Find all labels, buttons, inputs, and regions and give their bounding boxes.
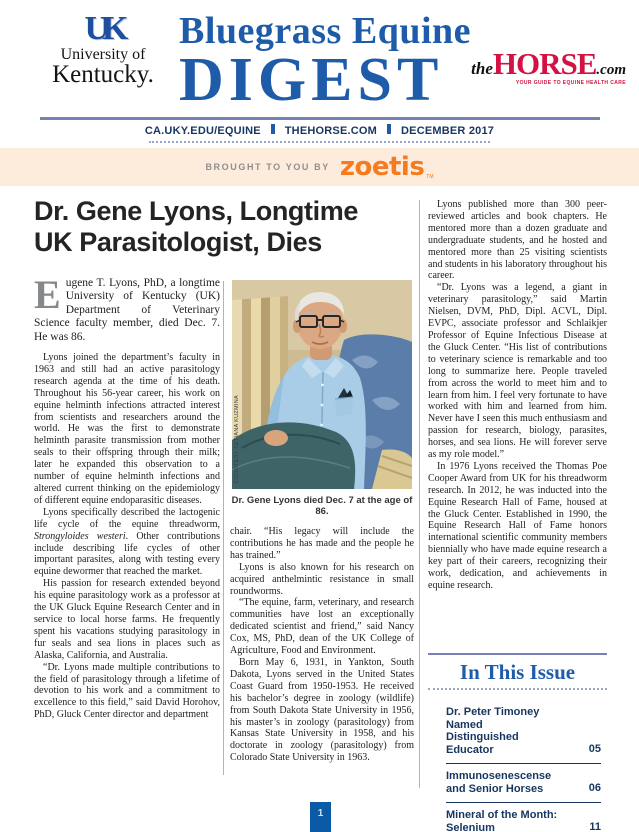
paragraph: chair. “His legacy will include the contributions he has made and the people he has trained.” <box>230 526 414 561</box>
toc-item-selenium[interactable] <box>446 802 601 832</box>
headline-line2: UK Parasitologist, Dies <box>34 227 322 257</box>
column-divider <box>419 200 420 788</box>
info-bar <box>0 124 639 137</box>
paragraph: His passion for research extended beyond his equine parasitology work as a professor at the UK Gluck Equine Research Center and in service to local horse farms. He frequently spent his vacations studying parasitology in fur seals and sea lions in places such as Alaska, California, and Australia. <box>34 578 220 661</box>
thehorse-logo-horse: HORSE <box>492 46 597 81</box>
uk-logo-line2: Kentucky. <box>52 61 154 88</box>
article-column-2 <box>230 277 414 764</box>
paragraph: Lyons joined the department’s faculty in 1963 and still had an active parasitology research agenda at the time of his death. Throughout his 56-year career, his work on equine helminth infections attracted interest from scientists and researchers around the world. He was the first to demonstrate helminth parasite transmission from mother seals to their offspring through their milk; later he expanded this observation to a number of equine helminth infections and altered current thinking on the epidemiology of different equine endoparasitic diseases. <box>34 352 220 506</box>
separator-bar-icon <box>387 124 391 134</box>
dotted-divider <box>149 141 490 143</box>
in-this-issue-title: In This Issue <box>459 660 576 684</box>
thehorse-tagline: YOUR GUIDE TO EQUINE HEALTH CARE <box>515 80 626 86</box>
headline-line1: Dr. Gene Lyons, Longtime <box>34 196 358 226</box>
zoetis-trademark: TM <box>426 174 434 180</box>
in-this-issue-box <box>428 653 607 832</box>
uk-logo-mark: UK <box>84 10 122 47</box>
paragraph: “Dr. Lyons made multiple contributions to the field of parasitology through a lifetime of devotion to his work and a commitment to excellence to this field,” said David Horohov, PhD, Gluck Center director and department <box>34 661 220 721</box>
thehorse-logo <box>471 46 626 86</box>
in-this-issue-list <box>446 700 601 832</box>
separator-bar-icon <box>271 124 275 134</box>
toc-item-page: 06 <box>588 782 601 794</box>
paragraph: Lyons is also known for his research on acquired anthelmintic resistance in small roundworms. <box>230 561 414 597</box>
species-name: Strongyloides westeri <box>34 530 126 542</box>
page-number-box <box>310 802 331 832</box>
uk-logo <box>28 10 178 88</box>
thehorse-logo-com: .com <box>596 62 626 78</box>
thehorse-logo-the: the <box>471 59 493 78</box>
page-number: 1 <box>317 808 324 819</box>
sponsor-label: BROUGHT TO YOU BY <box>205 162 330 172</box>
column-2-text <box>230 526 414 764</box>
photo-credit: COURTESY TETIANA KUZMINA <box>234 394 240 483</box>
lede-text: ugene T. Lyons, PhD, a longtime University of Kentucky (UK) Department of Veterinary Science faculty member, died Dec. 7. He was 86. <box>34 277 220 343</box>
in-this-issue-dotted-rule <box>428 688 607 690</box>
column-divider <box>223 281 224 775</box>
uk-logo-line1: University of <box>60 46 146 63</box>
toc-item-timoney[interactable] <box>446 700 601 763</box>
photo-caption: Dr. Gene Lyons died Dec. 7 at the age of 86. <box>231 495 413 517</box>
paragraph: In 1976 Lyons received the Thomas Poe Cooper Award from UK for his threadworm research. In 2012, he was inducted into the Equine Research Hall of Fame, housed at the Gluck Center. Established in 1990, the Equine Research Hall of Fame honors international scientific community members biennially who have made equine research a key part of their careers, recognizing their work, dedication, and achievements in equine research. <box>428 460 607 591</box>
toc-item-page: 05 <box>588 743 601 755</box>
info-link-uky[interactable]: CA.UKY.EDU/EQUINE <box>144 125 261 137</box>
paragraph: “Dr. Lyons was a legend, a giant in veterinary parasitology,” said Martin Nielsen, DVM, PhD, Dipl. ACVL, Dipl. EVPC, associate professor and Schlaikjer Professor of Equine Infectious Disease at the Gluck Center. “His list of contributions to veterinary science is remarkable and too long to summarize here. People traveled from across the world to meet him and to learn from him. I feel very fortunate to have worked with him and learned from him. Never have I seen this much enthusiasm and passion for research, biology, parasites, horses, and sea lions. He will forever serve as my role model.” <box>428 282 607 461</box>
toc-item-page: 11 <box>589 821 601 832</box>
masthead-title-line2: DIGEST <box>179 46 444 114</box>
article-column-1 <box>34 272 221 721</box>
article-headline <box>34 196 422 258</box>
masthead-divider <box>40 117 600 120</box>
paragraph-text: . Other contributions include describing life cycles of other important parasites, along with testing every equine dewormer that reached the market. <box>34 530 221 578</box>
paragraph: Lyons published more than 300 peer-reviewed articles and book chapters. He mentored more than a dozen graduate and undergraduate students, and he hosted and mentored more than 25 visiting scientists and students in his laboratory throughout his career. <box>428 199 607 282</box>
lede-paragraph <box>34 272 220 344</box>
masthead-title-line1: Bluegrass Equine <box>179 10 472 52</box>
paragraph: Born May 6, 1931, in Yankton, South Dakota, Lyons served in the United States Coast Guard from 1950-1953. He received his bachelor’s degree in zoology (wildlife) from South Dakota State University in 1956, his master’s in zoology (parasitology) from Kansas State University in 1958, and his doctorate in zoology (parasitology) from Colorado State University in 1963. <box>230 656 414 764</box>
toc-item-label: Dr. Peter Timoney Named Distinguished Educator <box>446 706 540 756</box>
paragraph <box>34 507 220 578</box>
toc-item-label: Mineral of the Month: Selenium <box>446 809 558 832</box>
photo-illustration <box>232 280 412 489</box>
article-column-3 <box>428 199 607 592</box>
paragraph: “The equine, farm, veterinary, and research communities have lost an exceptionally dedicated scientist and friend,” said Nancy Cox, MS, PhD, dean of the UK College of Agriculture, Food and Environment. <box>230 597 414 657</box>
sponsor-band <box>0 148 639 186</box>
issue-date: DECEMBER 2017 <box>401 125 495 137</box>
toc-item-immunosenescense[interactable] <box>446 763 601 802</box>
paragraph-text: Lyons specifically described the lactogenic life cycle of the equine threadworm, <box>34 506 220 530</box>
toc-item-label: Immunosenescense and Senior Horses <box>446 770 552 795</box>
drop-cap: E <box>34 272 61 317</box>
masthead-title <box>179 10 479 114</box>
photo-gene-lyons <box>232 280 412 489</box>
info-link-thehorse[interactable]: THEHORSE.COM <box>284 125 378 137</box>
zoetis-logo[interactable]: zoetis <box>339 152 425 182</box>
